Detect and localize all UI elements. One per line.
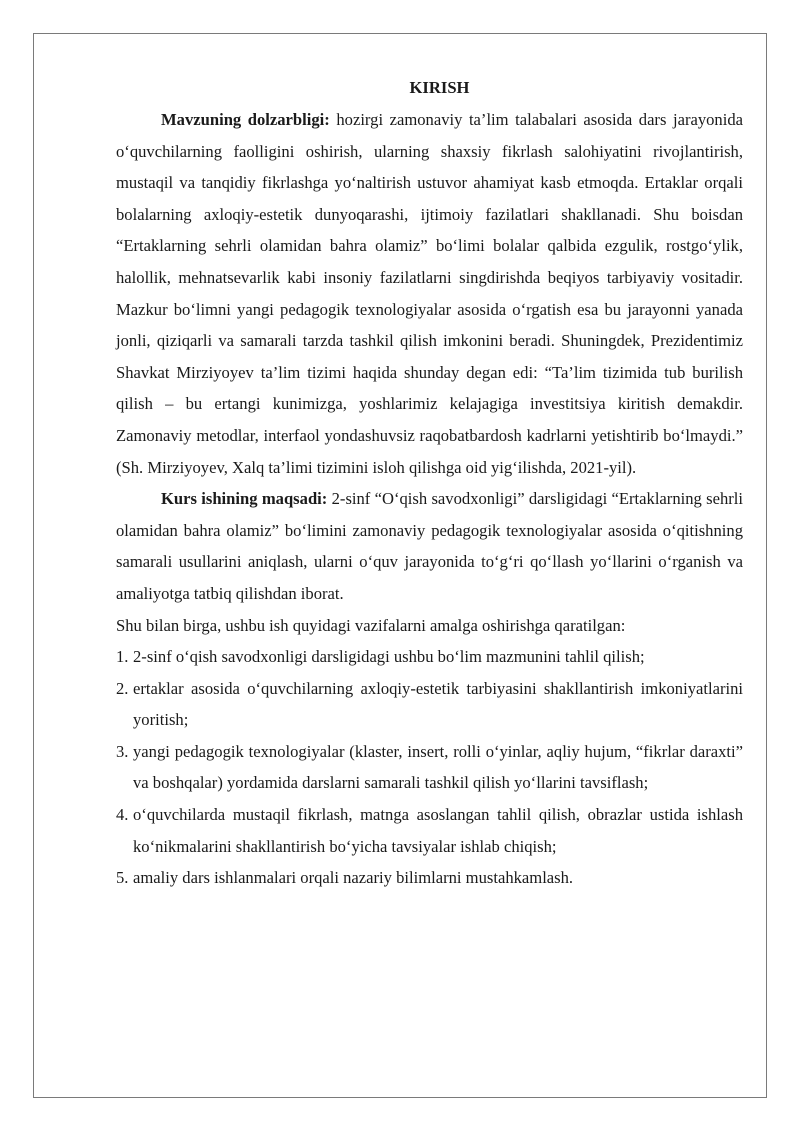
page-title: KIRISH bbox=[409, 78, 470, 97]
list-item-text: amaliy dars ishlanmalari orqali nazariy bilimlarni mustahkamlash. bbox=[133, 868, 574, 888]
tasks-intro: Shu bilan birga, ushbu ish quyidagi vazifalarni amalga oshirishga qaratilgan: bbox=[116, 615, 626, 635]
goal-paragraph bbox=[116, 483, 743, 609]
goal-text: 2-sinf “O‘qish savodxonligi” darsligidagi “Ertaklarning sehrli olamidan bahra olamiz” bo‘limini zamonaviy pedagogik texnologiyalar asosida o‘qitishning samarali usullarini aniqlash, ularni o‘quv jarayonida to‘g‘ri qo‘llash yo‘llarini o‘rganish va amaliyotga tatbiq qilishdan iborat. bbox=[116, 489, 743, 603]
list-item-number: 1. bbox=[116, 647, 129, 667]
list-item bbox=[116, 799, 743, 862]
list-item-number: 3. bbox=[116, 741, 129, 761]
list-item bbox=[116, 862, 743, 894]
document-body bbox=[116, 71, 743, 894]
list-item bbox=[116, 673, 743, 736]
list-item-text: yangi pedagogik texnologiyalar (klaster, insert, rolli o‘yinlar, aqliy hujum, “fikrlar daraxti” va boshqalar) yordamida darslarni samarali tashkil qilish yo‘llarini tavsiflash; bbox=[133, 741, 743, 793]
list-item-number: 4. bbox=[116, 805, 129, 825]
list-item-text: ertaklar asosida o‘quvchilarning axloqiy-estetik tarbiyasini shakllantirish imkoniyatlarini yoritish; bbox=[133, 678, 743, 730]
tasks-list bbox=[116, 641, 743, 894]
list-item bbox=[116, 736, 743, 799]
list-item-text: o‘quvchilarda mustaqil fikrlash, matnga asoslangan tahlil qilish, obrazlar ustida ishlash ko‘nikmalarini shakllantirish bo‘yicha tavsiyalar ishlab chiqish; bbox=[133, 805, 743, 856]
relevance-paragraph bbox=[116, 104, 743, 483]
list-item-number: 5. bbox=[116, 868, 129, 888]
relevance-text: hozirgi zamonaviy ta’lim talabalari asosida dars jarayonida o‘quvchilarning faolligini oshirish, ularning shaxsiy fikrlash salohiyatini rivojlantirish, mustaqil va tanqidiy fikrlashga yo‘naltirish ustuvor ahamiyat kasb etmoqda. Ertaklar orqali bolalarning axloqiy-estetik dunyoqarashi, ijtimoiy fazilatlari shakllanadi. Shu boisdan “Ertaklarning sehrli olamidan bahra olamiz” bo‘limi bolalar qalbida ezgulik, rostgo‘ylik, halollik, mehnatsevarlik kabi insoniy fazilatlarni singdirishda beqiyos tarbiyaviy vositadir. Mazkur bo‘limni yangi pedagogik texnologiyalar asosida o‘rgatish esa bu jarayonni yanada jonli, qiziqarli va samarali tarzda tashkil qilish imkonini beradi. Shuningdek, Prezidentimiz Shavkat Mirziyoyev ta’lim tizimi haqida shunday degan edi: “Ta’lim tizimida tub burilish qilish – bu ertangi kunimizga, yoshlarimiz kelajagiga investitsiya kiritish demakdir. Zamonaviy metodlar, interfaol yondashuvsiz raqobatbardosh kadrlarni yetishtirib bo‘lmaydi.” (Sh. Mirziyoyev, Xalq ta’limi tizimini isloh qilishga oid yig‘ilishda, 2021-yil). bbox=[116, 110, 743, 477]
goal-heading: Kurs ishining maqsadi: bbox=[161, 489, 328, 509]
list-item-number: 2. bbox=[116, 678, 129, 698]
list-item bbox=[116, 641, 743, 673]
relevance-heading: Mavzuning dolzarbligi: bbox=[161, 110, 330, 129]
list-item-text: 2-sinf o‘qish savodxonligi darsligidagi ushbu bo‘lim mazmunini tahlil qilish; bbox=[133, 647, 645, 667]
